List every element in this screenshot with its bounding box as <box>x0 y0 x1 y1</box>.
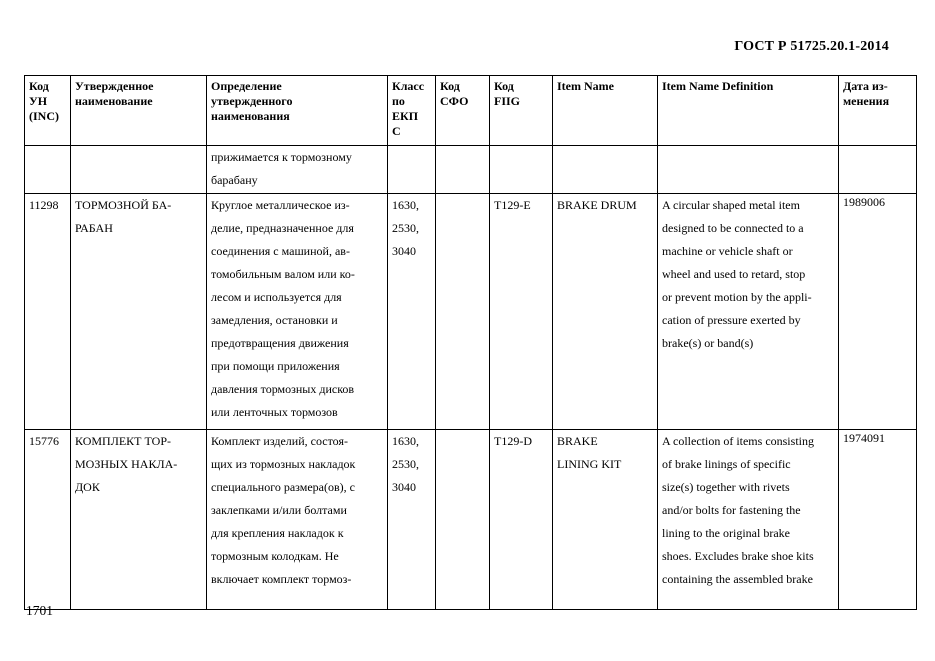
header-line: по <box>392 94 405 108</box>
cell-line: 2530, <box>392 457 419 471</box>
column-header-approved-name <box>71 76 207 146</box>
column-header-sfo <box>436 76 490 146</box>
cell-line: Комплект изделий, состоя- <box>211 434 348 448</box>
column-header-definition <box>207 76 388 146</box>
cell-line: 1630, <box>392 434 419 448</box>
cell-inc <box>25 146 71 194</box>
column-header-fiig <box>490 76 553 146</box>
cell-sfo <box>436 194 490 430</box>
column-header-class-ekps <box>388 76 436 146</box>
cell-sfo <box>436 146 490 194</box>
cell-line: Круглое металлическое из- <box>211 198 350 212</box>
cell-line: специального размера(ов), с <box>211 480 355 494</box>
cell-line: 3040 <box>392 244 416 258</box>
cell-line: тормозным колодкам. Не <box>211 549 339 563</box>
header-line: утвержденного <box>211 94 293 108</box>
cell-line: 15776 <box>29 434 59 448</box>
header-line: (INC) <box>29 109 59 123</box>
cell-line: of brake linings of specific <box>662 457 791 471</box>
page-number: 1701 <box>26 603 53 618</box>
cell-line: brake(s) or band(s) <box>662 336 754 350</box>
cell-fiig <box>490 430 553 610</box>
column-header-change-date <box>839 76 917 146</box>
cell-inc <box>25 194 71 430</box>
header-line: Класс <box>392 79 425 93</box>
cell-line: щих из тормозных накладок <box>211 457 356 471</box>
cell-approved-name <box>71 194 207 430</box>
cell-change-date <box>839 194 917 430</box>
cell-definition <box>207 430 388 610</box>
cell-line: 2530, <box>392 221 419 235</box>
cell-line: LINING KIT <box>557 457 622 471</box>
table-row <box>25 430 917 610</box>
cell-line: ТОРМОЗНОЙ БА- <box>75 198 172 212</box>
cell-line: containing the assembled brake <box>662 572 813 586</box>
cell-inc <box>25 430 71 610</box>
cell-approved-name <box>71 430 207 610</box>
header-line: менения <box>843 94 890 108</box>
header-line: Код <box>29 79 49 93</box>
catalog-table <box>24 75 917 610</box>
table-header-row <box>25 76 917 146</box>
header-line: СФО <box>440 94 469 108</box>
cell-line: соединения с машиной, ав- <box>211 244 350 258</box>
cell-line: wheel and used to retard, stop <box>662 267 806 281</box>
cell-line: МОЗНЫХ НАКЛА- <box>75 457 178 471</box>
cell-item-name <box>553 146 658 194</box>
cell-line: or prevent motion by the appli- <box>662 290 812 304</box>
cell-approved-name <box>71 146 207 194</box>
header-line: Утвержденное <box>75 79 154 93</box>
cell-line: T129-E <box>494 198 531 212</box>
cell-line: designed to be connected to a <box>662 221 804 235</box>
cell-line: 3040 <box>392 480 416 494</box>
cell-line: КОМПЛЕКТ ТОР- <box>75 434 172 448</box>
cell-sfo <box>436 430 490 610</box>
column-header-item-name-definition <box>658 76 839 146</box>
cell-item-name-definition <box>658 146 839 194</box>
cell-fiig <box>490 146 553 194</box>
header-line: Дата из- <box>843 79 888 93</box>
header-line: Item Name Definition <box>662 79 774 93</box>
cell-class-ekps <box>388 146 436 194</box>
column-header-inc <box>25 76 71 146</box>
cell-line: 1989006 <box>843 195 885 209</box>
column-header-item-name <box>553 76 658 146</box>
cell-line: барабану <box>211 173 258 187</box>
header-line: УН <box>29 94 48 108</box>
header-line: С <box>392 124 401 138</box>
cell-line: томобильным валом или ко- <box>211 267 355 281</box>
header-line: наименование <box>75 94 153 108</box>
cell-line: and/or bolts for fastening the <box>662 503 801 517</box>
table-row <box>25 194 917 430</box>
cell-line: T129-D <box>494 434 532 448</box>
cell-line: BRAKE <box>557 434 598 448</box>
header-line: Определение <box>211 79 282 93</box>
cell-change-date <box>839 146 917 194</box>
header-line: Код <box>440 79 460 93</box>
cell-class-ekps <box>388 194 436 430</box>
cell-line: делие, предназначенное для <box>211 221 354 235</box>
cell-line: 1630, <box>392 198 419 212</box>
cell-definition <box>207 194 388 430</box>
cell-line: shoes. Excludes brake shoe kits <box>662 549 814 563</box>
cell-line: прижимается к тормозному <box>211 150 352 164</box>
cell-item-name <box>553 430 658 610</box>
cell-line: machine or vehicle shaft or <box>662 244 793 258</box>
cell-fiig <box>490 194 553 430</box>
cell-line: давления тормозных дисков <box>211 382 355 396</box>
table-row <box>25 146 917 194</box>
cell-line: или ленточных тормозов <box>211 405 338 419</box>
cell-line: РАБАН <box>75 221 113 235</box>
cell-item-name-definition <box>658 194 839 430</box>
cell-line: лесом и используется для <box>211 290 342 304</box>
cell-line: для крепления накладок к <box>211 526 344 540</box>
cell-line: A collection of items consisting <box>662 434 814 448</box>
cell-line: замедления, остановки и <box>211 313 338 327</box>
cell-line: size(s) together with rivets <box>662 480 790 494</box>
header-line: наименования <box>211 109 290 123</box>
cell-item-name <box>553 194 658 430</box>
header-line: FIIG <box>494 94 521 108</box>
document-code: ГОСТ Р 51725.20.1-2014 <box>734 39 889 54</box>
cell-item-name-definition <box>658 430 839 610</box>
cell-line: 1974091 <box>843 431 885 445</box>
cell-line: lining to the original brake <box>662 526 790 540</box>
header-line: ЕКП <box>392 109 419 123</box>
cell-class-ekps <box>388 430 436 610</box>
header-line: Item Name <box>557 79 614 93</box>
cell-line: 11298 <box>29 198 59 212</box>
cell-line: BRAKE DRUM <box>557 198 637 212</box>
cell-line: A circular shaped metal item <box>662 198 800 212</box>
cell-line: предотвращения движения <box>211 336 349 350</box>
cell-line: при помощи приложения <box>211 359 340 373</box>
cell-line: включает комплект тормоз- <box>211 572 352 586</box>
header-line: Код <box>494 79 514 93</box>
cell-line: cation of pressure exerted by <box>662 313 801 327</box>
cell-definition <box>207 146 388 194</box>
cell-line: ДОК <box>75 480 100 494</box>
cell-change-date <box>839 430 917 610</box>
cell-line: заклепками и/или болтами <box>211 503 347 517</box>
